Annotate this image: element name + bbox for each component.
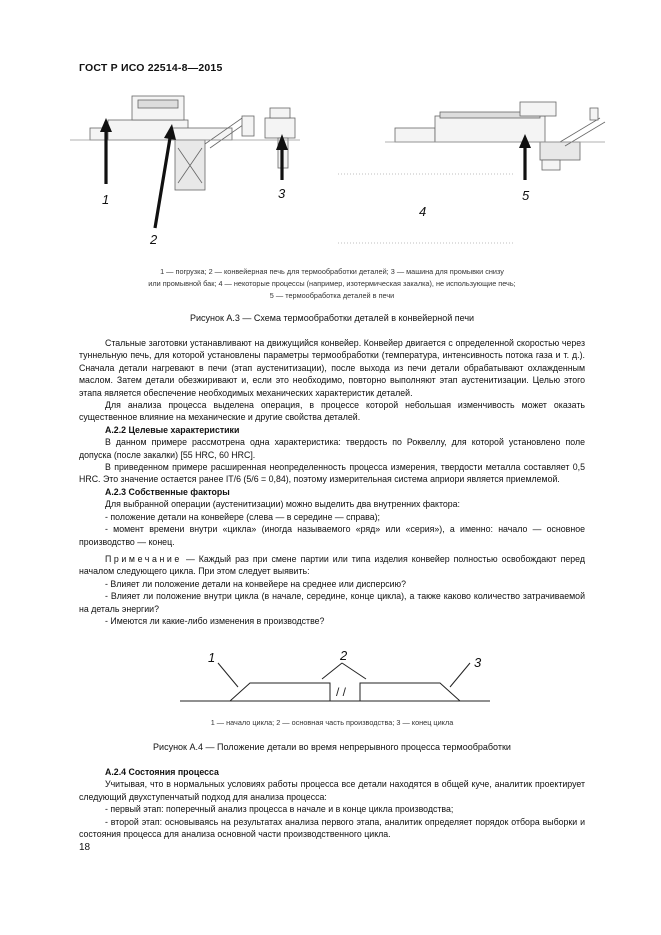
paragraph: Учитывая, что в нормальных условиях работы процесса все детали находятся в общей куче, аналитик проектирует следующий двухступенчатый подход для анализа процесса: <box>79 779 585 802</box>
list-item: - положение детали на конвейере (слева — в середине — справа); <box>105 511 380 522</box>
list-item: - Имеются ли какие-либо изменения в производстве? <box>105 615 325 626</box>
figure-a4-caption: Рисунок А.4 — Положение детали во время непрерывного процесса термообработки <box>153 742 511 752</box>
document-header: ГОСТ Р ИСО 22514-8—2015 <box>79 62 223 74</box>
legend-line: или промывной бак; 4 — некоторые процессы (например, изотермическая закалка), не использующие печь; <box>148 279 516 288</box>
figure-label-1: 1 <box>208 650 216 665</box>
paragraph: Для выбранной операции (аустенитизации) можно выделить два внутренних фактора: <box>105 499 460 510</box>
paragraph: Для анализа процесса выделена операция, в процессе которой небольшая изменчивость может оказать существенное влияние на механические и другие свойства деталей. <box>79 400 585 423</box>
figure-label-5: 5 <box>522 188 530 203</box>
note-text: — Каждый раз при смене партии или типа изделия конвейер полностью освобождают перед началом следующего цикла. При этом следует выявить: <box>79 553 585 577</box>
break-mark: / / <box>336 685 347 699</box>
legend-line: 1 — погрузка; 2 — конвейерная печь для термообработки деталей; 3 — машина для промывки снизу <box>160 267 504 276</box>
note-label: Примечание <box>105 553 182 564</box>
figure-label-3: 3 <box>278 186 286 201</box>
note-paragraph <box>79 553 585 578</box>
paragraph: Стальные заготовки устанавливают на движущийся конвейер. Конвейер двигается с определенной скоростью через туннельную печь, для которой установлены параметры термообработки (температура, интенсивность потока газа и т. д.). Сначала детали нагревают в печи (этап аустенитизации), после выхода из печи детали обрабатывают охлажденным маслом. Затем детали обезжиривают и, если это необходимо, повторно выполняют этап аустенитизации. Целью этого этапа является обеспечение необходимых механических характеристик деталей. <box>79 338 585 398</box>
text-block-2 <box>79 766 585 840</box>
paragraph: В приведенном примере расширенная неопределенность процесса измерения, твердости металла составляет 0,5 HRC. Это значение остается ранее IT/6 (5/6 = 0,84), поэтому измерительная система априори является приемлемой. <box>79 462 585 485</box>
figure-a4-legend: 1 — начало цикла; 2 — основная часть производства; 3 — конец цикла <box>210 718 454 727</box>
figure-a3-caption: Рисунок А.3 — Схема термообработки деталей в конвейерной печи <box>189 313 475 323</box>
figure-label-2: 2 <box>150 232 158 247</box>
list-item: - второй этап: основываясь на результатах анализа первого этапа, аналитик определяет порядок отбора выборки и состояния процесса для анализа основной части производственного цикла. <box>79 816 585 840</box>
figure-label-3: 3 <box>474 655 482 670</box>
list-item: - Влияет ли положение внутри цикла (в начале, середине, конце цикла), а также каково количество затрачиваемой на деталь энергии? <box>79 591 585 614</box>
part-position-diagram <box>170 645 500 710</box>
paragraph: В данном примере рассмотрена одна характеристика: твердость по Роквеллу, для которой установлено поле допуска (после закалки) [55 HRC, 60 HRC]. <box>79 437 585 460</box>
list-item: - момент времени внутри «цикла» (иногда называемого «ряд» или «серия»), а именно: начало — основное производство — конец. <box>79 524 585 547</box>
figure-label-4: 4 <box>419 204 427 219</box>
figure-label-1: 1 <box>102 192 110 207</box>
legend-line: 5 — термообработка деталей в печи <box>269 291 395 300</box>
list-item: - первый этап: поперечный анализ процесса в начале и в конце цикла производства; <box>105 804 454 815</box>
section-heading: А.2.3 Собственные факторы <box>105 486 230 497</box>
page-number: 18 <box>79 842 91 853</box>
text-block-1 <box>79 337 585 627</box>
figure-a3-legend <box>79 266 585 302</box>
section-heading: А.2.2 Целевые характеристики <box>105 424 240 435</box>
figure-label-2: 2 <box>340 648 348 663</box>
list-item: - Влияет ли положение детали на конвейере на среднее или дисперсию? <box>105 578 407 589</box>
section-heading: А.2.4 Состояния процесса <box>105 767 219 777</box>
